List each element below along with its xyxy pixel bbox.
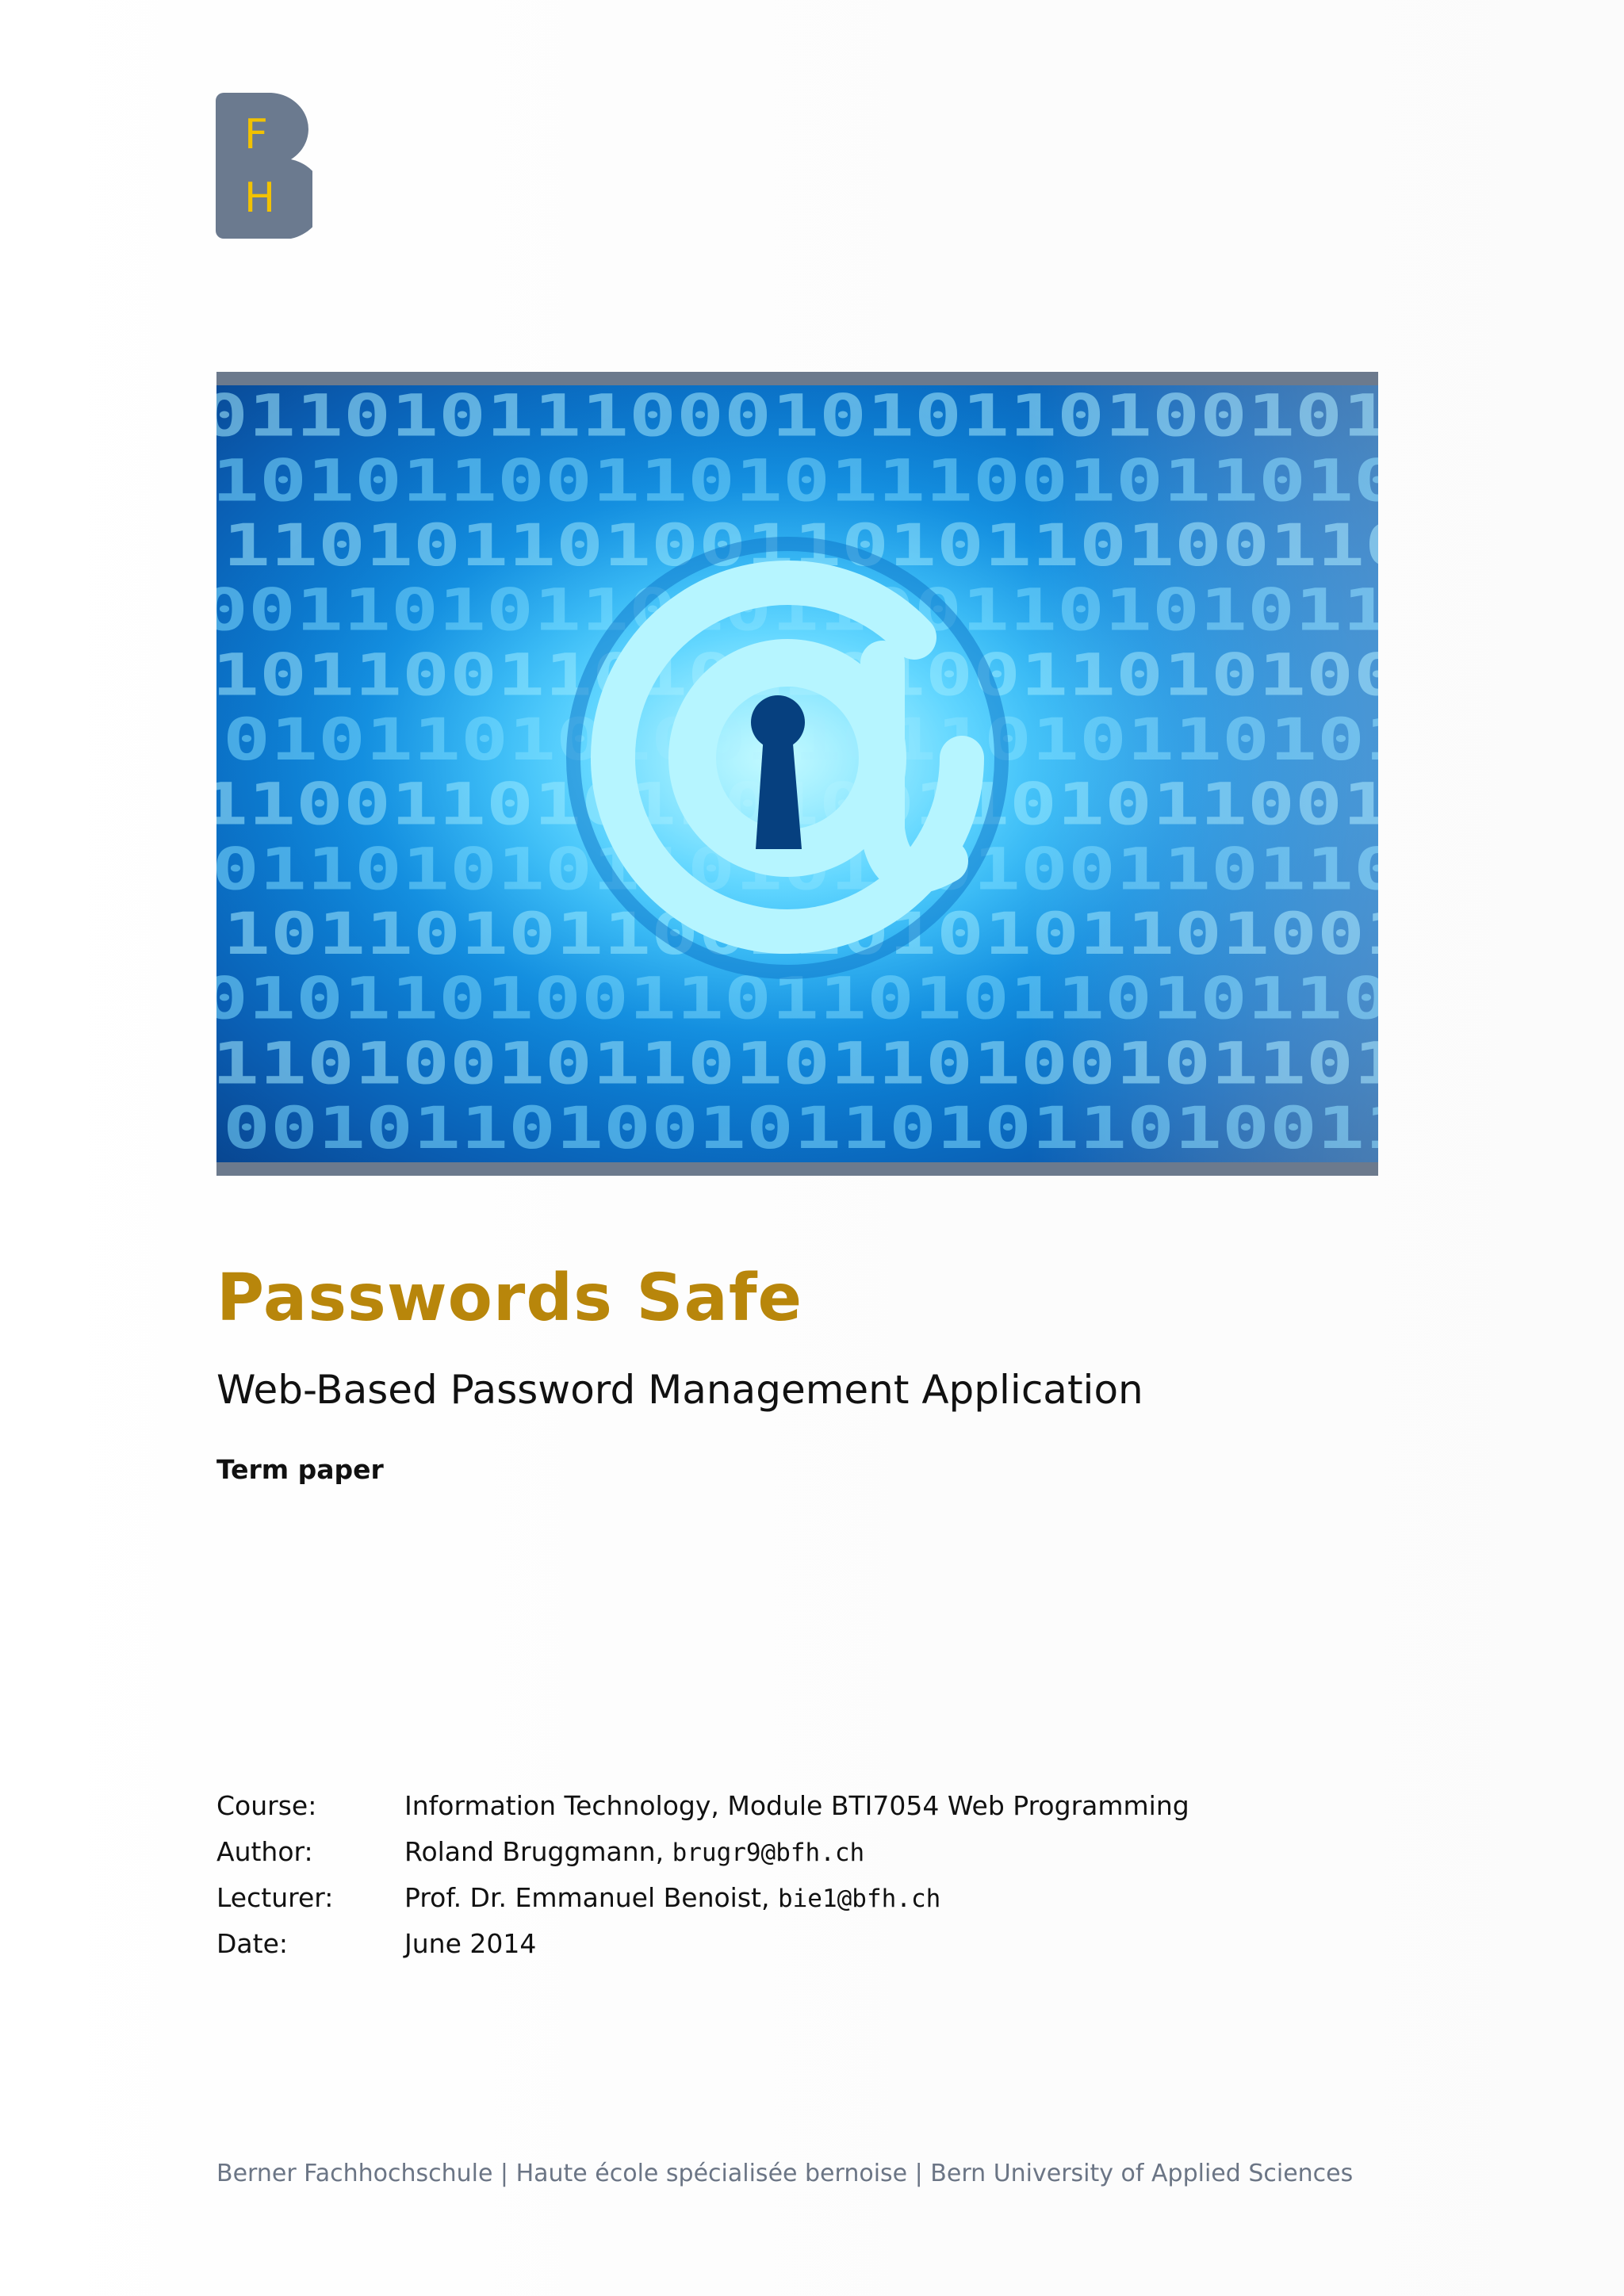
cover-image bbox=[216, 385, 1378, 1162]
info-row-author bbox=[216, 1828, 1374, 1874]
lecturer-value bbox=[404, 1882, 940, 1913]
bfh-logo-icon bbox=[216, 93, 312, 239]
lecturer-label: Lecturer: bbox=[216, 1881, 334, 1913]
author-label: Author: bbox=[216, 1835, 313, 1867]
document-type: Term paper bbox=[216, 1454, 384, 1485]
binary-code-illustration bbox=[216, 385, 1378, 1162]
info-row-course bbox=[216, 1782, 1374, 1828]
author-value bbox=[404, 1836, 864, 1867]
author-email[interactable]: brugr9@bfh.ch bbox=[672, 1838, 865, 1867]
author-name: Roland Bruggmann, bbox=[404, 1835, 672, 1867]
document-title: Passwords Safe bbox=[216, 1261, 803, 1336]
course-label: Course: bbox=[216, 1789, 317, 1821]
fh-logo bbox=[216, 93, 312, 239]
date-label: Date: bbox=[216, 1927, 288, 1959]
logo-letter-f: F bbox=[244, 111, 268, 159]
logo-letter-h: H bbox=[244, 174, 276, 222]
date-value: June 2014 bbox=[404, 1927, 537, 1959]
cover-image-frame bbox=[216, 372, 1378, 1176]
footer-institution: Berner Fachhochschule | Haute école spécialisée bernoise | Bern University of Applied Sciences bbox=[216, 2160, 1354, 2187]
lecturer-name: Prof. Dr. Emmanuel Benoist, bbox=[404, 1881, 778, 1913]
lecturer-email[interactable]: bie1@bfh.ch bbox=[777, 1884, 941, 1913]
info-row-date bbox=[216, 1920, 1374, 1966]
info-table bbox=[216, 1782, 1374, 1966]
info-row-lecturer bbox=[216, 1874, 1374, 1920]
course-value: Information Technology, Module BTI7054 Web Programming bbox=[404, 1789, 1189, 1821]
document-subtitle: Web-Based Password Management Application bbox=[216, 1367, 1143, 1413]
